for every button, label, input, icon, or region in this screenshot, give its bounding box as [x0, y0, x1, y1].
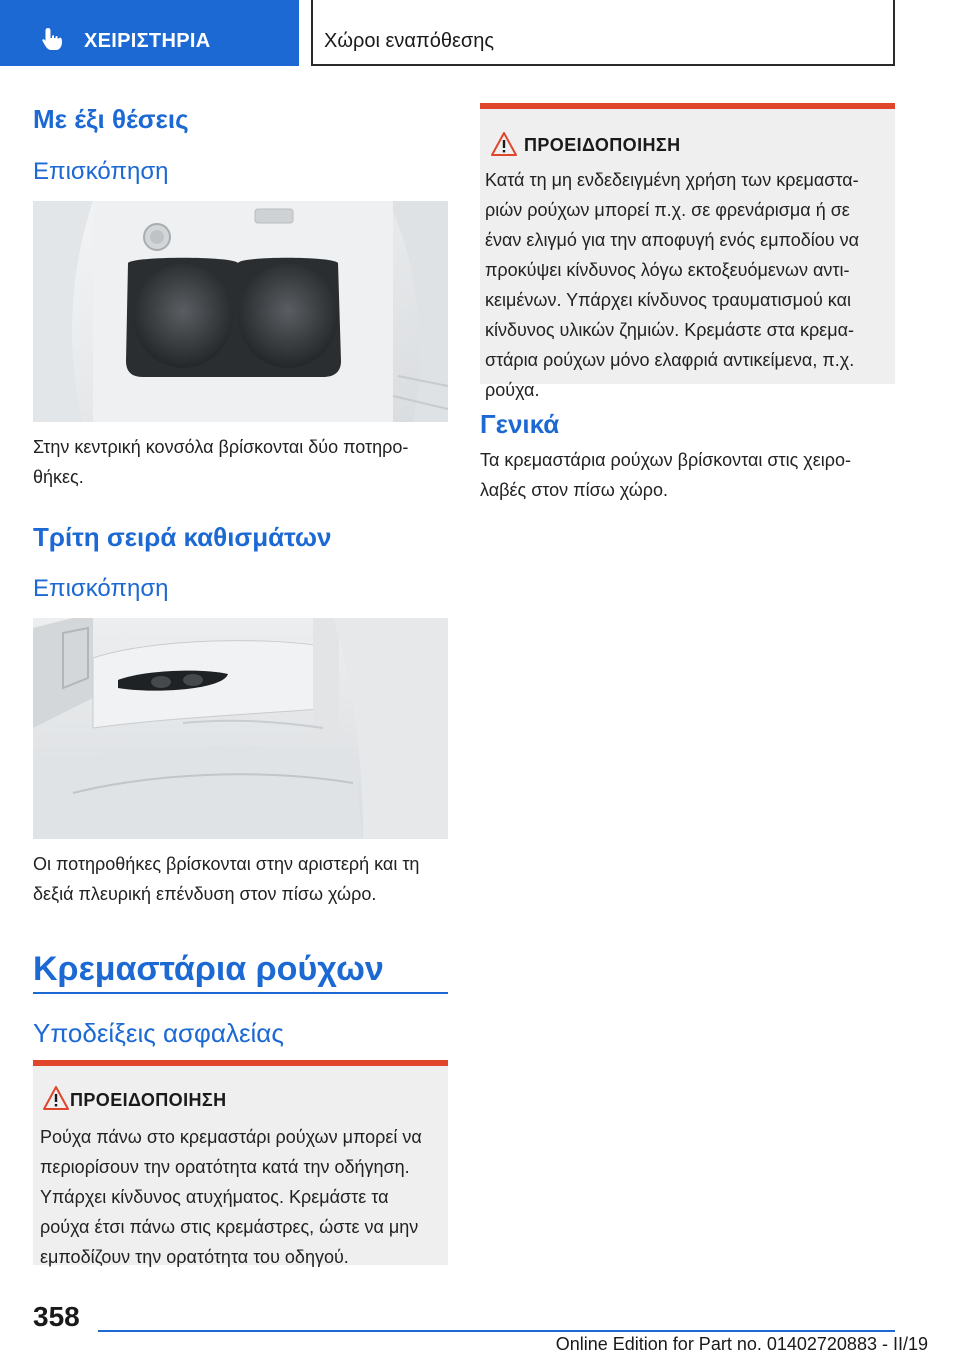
- warning-line: Κατά τη μη ενδεδειγμένη χρήση των κρεμαστα-: [485, 170, 859, 190]
- warning-line: περιορίσουν την ορατότητα κατά την οδήγηση.: [40, 1157, 410, 1177]
- edition-text: Online Edition for Part no. 01402720883 - II/19: [555, 1334, 928, 1354]
- warning-line: κειμένων. Υπάρχει κίνδυνος τραυματισμού και: [485, 290, 851, 310]
- caption-line: Οι ποτηροθήκες βρίσκονται στην αριστερή και τη: [33, 854, 420, 874]
- warning-line: ριών ρούχων μπορεί π.χ. σε φρενάρισμα ή σε: [485, 200, 850, 220]
- center-console-cupholders-image: [33, 201, 448, 422]
- warning-title: ΠΡΟΕΙΔΟΠΟΙΗΣΗ: [524, 135, 681, 155]
- warning-triangle-icon: [43, 1086, 69, 1110]
- warning-text: [40, 1122, 445, 1272]
- warning-line: κίνδυνος υλικών ζημιών. Κρεμάστε στα κρεμα-: [485, 320, 854, 340]
- warning-line: προκύψει κίνδυνος λόγω εκτοξευόμενων αντι-: [485, 260, 850, 280]
- warning-line: στάρια ρούχων μόνο ελαφριά αντικείμενα, π.χ.: [485, 350, 855, 370]
- warning-box-projectiles: [480, 103, 895, 400]
- header-right-border: [893, 0, 895, 66]
- warning-text: [485, 165, 890, 405]
- header-bottom-rule: [311, 64, 895, 66]
- warning-line: έναν ελιγμό για την αποφυγή ενός εμποδίου να: [485, 230, 860, 250]
- subheading-safety: Υποδείξεις ασφαλείας: [33, 1018, 284, 1048]
- section-tab[interactable]: [0, 0, 299, 66]
- warning-line: εμποδίζουν την ορατότητα του οδηγού.: [40, 1247, 349, 1267]
- warning-line: ρούχα.: [485, 380, 540, 400]
- subheading-overview-1: Επισκόπηση: [33, 158, 169, 185]
- caption-line: δεξιά πλευρική επένδυση στον πίσω χώρο.: [33, 884, 377, 904]
- heading-underline: [33, 992, 448, 994]
- general-line: Τα κρεμαστάρια ρούχων βρίσκονται στις χειρο-: [480, 450, 851, 470]
- caption-third-row: [33, 849, 448, 909]
- caption-line: θήκες.: [33, 467, 84, 487]
- section-label: ΧΕΙΡΙΣΤΗΡΙΑ: [84, 30, 211, 52]
- header-divider: [311, 0, 313, 66]
- page-number: 358: [33, 1301, 80, 1332]
- warning-line: Υπάρχει κίνδυνος ατυχήματος. Κρεμάστε τα: [40, 1187, 389, 1207]
- warning-triangle-icon: [491, 132, 517, 156]
- general-text: [480, 445, 895, 505]
- general-line: λαβές στον πίσω χώρο.: [480, 480, 669, 500]
- warning-line: ρούχα έτσι πάνω στις κρεμάστρες, ώστε να μην: [40, 1217, 419, 1237]
- third-row-cupholders-image: [33, 618, 448, 839]
- heading-general: Γενικά: [480, 409, 560, 439]
- caption-line: Στην κεντρική κονσόλα βρίσκονται δύο ποτηρο-: [33, 437, 409, 457]
- hand-pointer-icon: [40, 26, 66, 52]
- warning-box-visibility: [33, 1060, 448, 1265]
- caption-six-seats: [33, 432, 448, 492]
- footer-rule: [98, 1330, 895, 1332]
- chapter-title: Χώροι εναπόθεσης: [324, 30, 494, 52]
- subheading-overview-2: Επισκόπηση: [33, 575, 169, 602]
- heading-six-seats: Με έξι θέσεις: [33, 104, 189, 134]
- warning-line: Ρούχα πάνω στο κρεμαστάρι ρούχων μπορεί να: [40, 1127, 422, 1147]
- heading-third-row: Τρίτη σειρά καθισμάτων: [33, 522, 332, 552]
- warning-title: ΠΡΟΕΙΔΟΠΟΙΗΣΗ: [70, 1090, 227, 1110]
- heading-coat-hooks: Κρεμαστάρια ρούχων: [33, 950, 384, 988]
